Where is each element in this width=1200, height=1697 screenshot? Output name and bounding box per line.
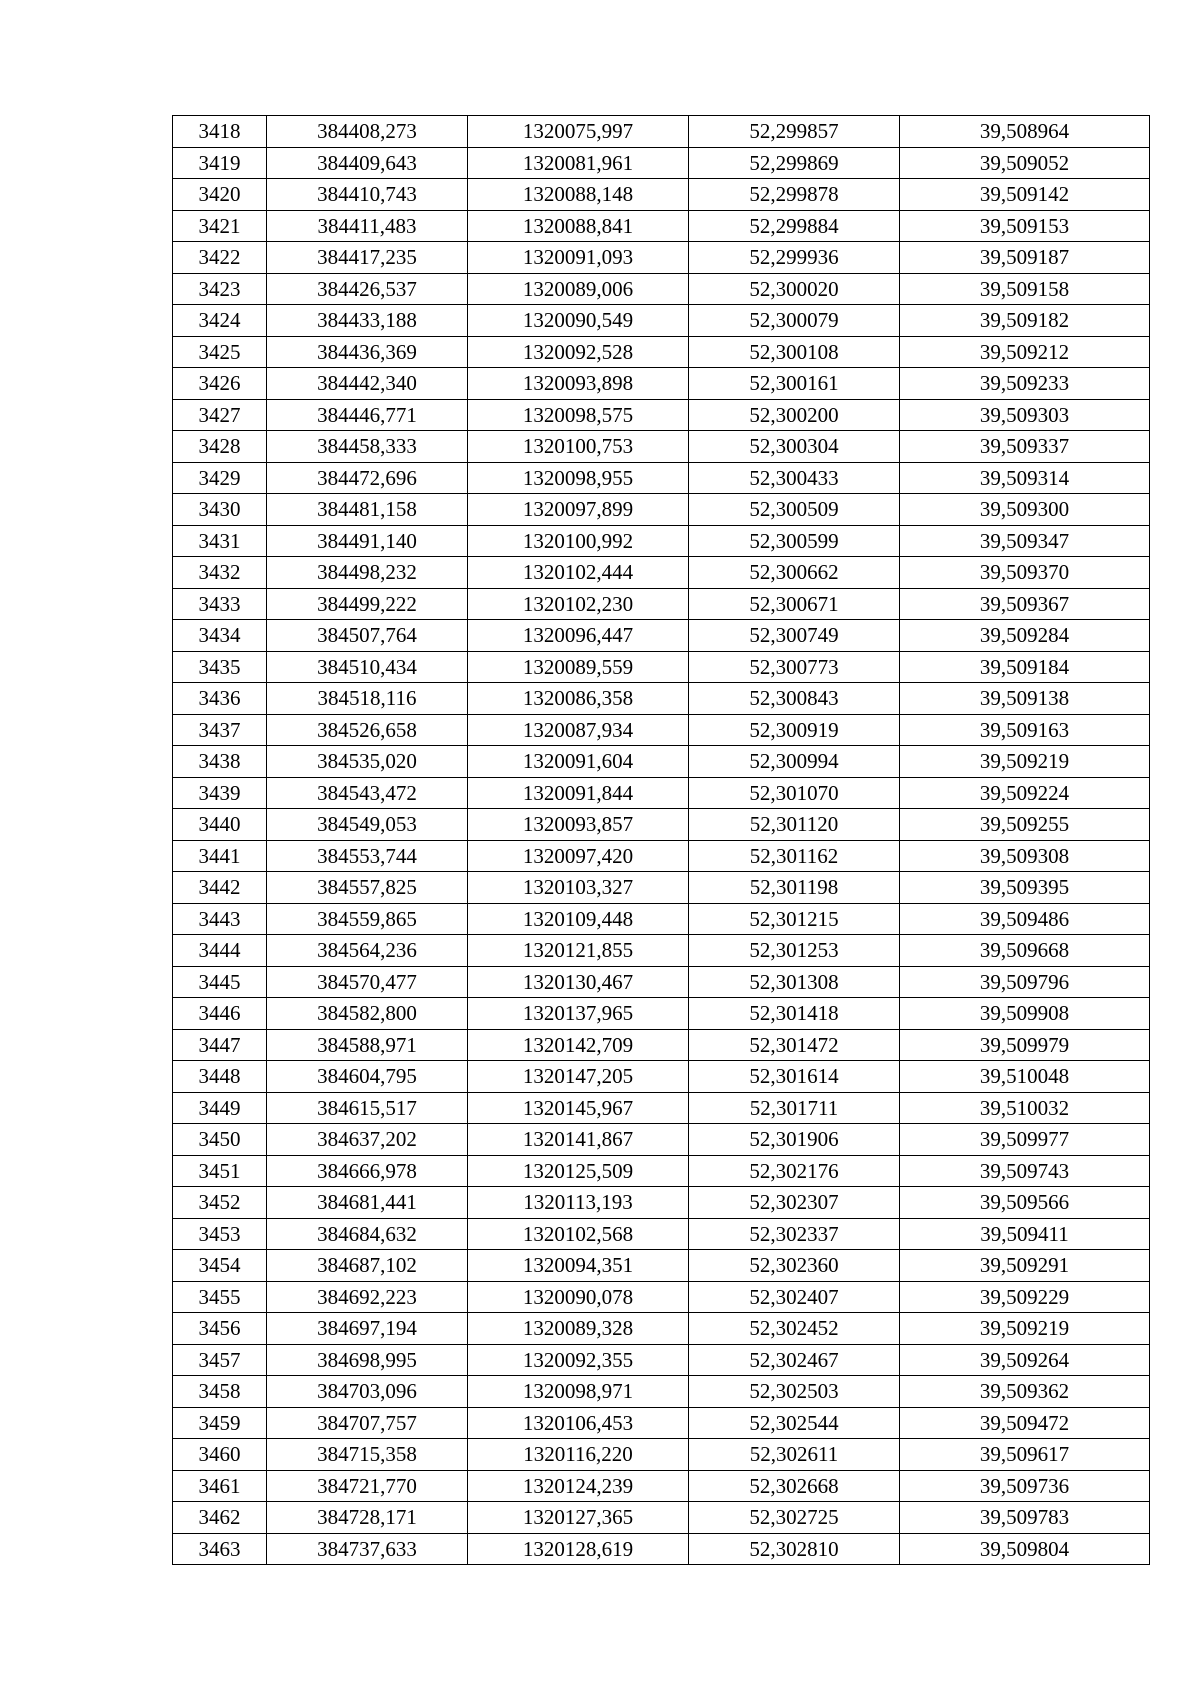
longitude-cell: 39,509472 — [900, 1407, 1150, 1439]
point-number-cell: 3435 — [173, 651, 267, 683]
table-row — [173, 116, 1150, 148]
table-row — [173, 462, 1150, 494]
longitude-cell: 39,509264 — [900, 1344, 1150, 1376]
y-coordinate-cell: 1320106,453 — [468, 1407, 689, 1439]
x-coordinate-cell: 384498,232 — [267, 557, 468, 589]
latitude-cell: 52,300509 — [689, 494, 900, 526]
table-row — [173, 525, 1150, 557]
point-number-cell: 3455 — [173, 1281, 267, 1313]
table-row — [173, 1061, 1150, 1093]
table-row — [173, 368, 1150, 400]
y-coordinate-cell: 1320124,239 — [468, 1470, 689, 1502]
longitude-cell: 39,509617 — [900, 1439, 1150, 1471]
longitude-cell: 39,509796 — [900, 966, 1150, 998]
y-coordinate-cell: 1320113,193 — [468, 1187, 689, 1219]
point-number-cell: 3436 — [173, 683, 267, 715]
y-coordinate-cell: 1320091,093 — [468, 242, 689, 274]
table-row — [173, 494, 1150, 526]
y-coordinate-cell: 1320098,575 — [468, 399, 689, 431]
point-number-cell: 3438 — [173, 746, 267, 778]
point-number-cell: 3437 — [173, 714, 267, 746]
longitude-cell: 39,509184 — [900, 651, 1150, 683]
y-coordinate-cell: 1320141,867 — [468, 1124, 689, 1156]
table-row — [173, 336, 1150, 368]
latitude-cell: 52,299857 — [689, 116, 900, 148]
latitude-cell: 52,301215 — [689, 903, 900, 935]
longitude-cell: 39,509300 — [900, 494, 1150, 526]
point-number-cell: 3442 — [173, 872, 267, 904]
table-row — [173, 1470, 1150, 1502]
table-row — [173, 1344, 1150, 1376]
y-coordinate-cell: 1320127,365 — [468, 1502, 689, 1534]
x-coordinate-cell: 384410,743 — [267, 179, 468, 211]
longitude-cell: 39,509291 — [900, 1250, 1150, 1282]
y-coordinate-cell: 1320090,549 — [468, 305, 689, 337]
y-coordinate-cell: 1320098,955 — [468, 462, 689, 494]
table-row — [173, 935, 1150, 967]
latitude-cell: 52,301198 — [689, 872, 900, 904]
latitude-cell: 52,301253 — [689, 935, 900, 967]
point-number-cell: 3419 — [173, 147, 267, 179]
latitude-cell: 52,300671 — [689, 588, 900, 620]
latitude-cell: 52,301308 — [689, 966, 900, 998]
latitude-cell: 52,300304 — [689, 431, 900, 463]
y-coordinate-cell: 1320097,899 — [468, 494, 689, 526]
point-number-cell: 3447 — [173, 1029, 267, 1061]
point-number-cell: 3418 — [173, 116, 267, 148]
table-row — [173, 746, 1150, 778]
point-number-cell: 3461 — [173, 1470, 267, 1502]
longitude-cell: 39,509138 — [900, 683, 1150, 715]
longitude-cell: 39,510032 — [900, 1092, 1150, 1124]
longitude-cell: 39,509411 — [900, 1218, 1150, 1250]
y-coordinate-cell: 1320100,992 — [468, 525, 689, 557]
point-number-cell: 3463 — [173, 1533, 267, 1565]
longitude-cell: 39,508964 — [900, 116, 1150, 148]
x-coordinate-cell: 384684,632 — [267, 1218, 468, 1250]
point-number-cell: 3444 — [173, 935, 267, 967]
point-number-cell: 3432 — [173, 557, 267, 589]
y-coordinate-cell: 1320094,351 — [468, 1250, 689, 1282]
x-coordinate-cell: 384549,053 — [267, 809, 468, 841]
longitude-cell: 39,509979 — [900, 1029, 1150, 1061]
x-coordinate-cell: 384553,744 — [267, 840, 468, 872]
y-coordinate-cell: 1320128,619 — [468, 1533, 689, 1565]
y-coordinate-cell: 1320102,230 — [468, 588, 689, 620]
table-row — [173, 809, 1150, 841]
x-coordinate-cell: 384518,116 — [267, 683, 468, 715]
y-coordinate-cell: 1320125,509 — [468, 1155, 689, 1187]
point-number-cell: 3443 — [173, 903, 267, 935]
point-number-cell: 3451 — [173, 1155, 267, 1187]
point-number-cell: 3456 — [173, 1313, 267, 1345]
x-coordinate-cell: 384615,517 — [267, 1092, 468, 1124]
y-coordinate-cell: 1320098,971 — [468, 1376, 689, 1408]
point-number-cell: 3433 — [173, 588, 267, 620]
y-coordinate-cell: 1320096,447 — [468, 620, 689, 652]
table-row — [173, 651, 1150, 683]
table-row — [173, 399, 1150, 431]
x-coordinate-cell: 384707,757 — [267, 1407, 468, 1439]
x-coordinate-cell: 384728,171 — [267, 1502, 468, 1534]
table-row — [173, 777, 1150, 809]
x-coordinate-cell: 384721,770 — [267, 1470, 468, 1502]
x-coordinate-cell: 384446,771 — [267, 399, 468, 431]
table-row — [173, 147, 1150, 179]
y-coordinate-cell: 1320109,448 — [468, 903, 689, 935]
table-row — [173, 1155, 1150, 1187]
longitude-cell: 39,509908 — [900, 998, 1150, 1030]
point-number-cell: 3457 — [173, 1344, 267, 1376]
latitude-cell: 52,302503 — [689, 1376, 900, 1408]
x-coordinate-cell: 384417,235 — [267, 242, 468, 274]
y-coordinate-cell: 1320092,528 — [468, 336, 689, 368]
table-row — [173, 210, 1150, 242]
table-row — [173, 714, 1150, 746]
x-coordinate-cell: 384458,333 — [267, 431, 468, 463]
longitude-cell: 39,509142 — [900, 179, 1150, 211]
x-coordinate-cell: 384510,434 — [267, 651, 468, 683]
x-coordinate-cell: 384570,477 — [267, 966, 468, 998]
longitude-cell: 39,509486 — [900, 903, 1150, 935]
x-coordinate-cell: 384409,643 — [267, 147, 468, 179]
table-row — [173, 1407, 1150, 1439]
y-coordinate-cell: 1320130,467 — [468, 966, 689, 998]
point-number-cell: 3434 — [173, 620, 267, 652]
table-row — [173, 1250, 1150, 1282]
latitude-cell: 52,300994 — [689, 746, 900, 778]
longitude-cell: 39,509212 — [900, 336, 1150, 368]
longitude-cell: 39,509224 — [900, 777, 1150, 809]
x-coordinate-cell: 384442,340 — [267, 368, 468, 400]
latitude-cell: 52,300108 — [689, 336, 900, 368]
longitude-cell: 39,509229 — [900, 1281, 1150, 1313]
y-coordinate-cell: 1320100,753 — [468, 431, 689, 463]
y-coordinate-cell: 1320093,898 — [468, 368, 689, 400]
point-number-cell: 3430 — [173, 494, 267, 526]
x-coordinate-cell: 384433,188 — [267, 305, 468, 337]
x-coordinate-cell: 384681,441 — [267, 1187, 468, 1219]
latitude-cell: 52,301162 — [689, 840, 900, 872]
x-coordinate-cell: 384715,358 — [267, 1439, 468, 1471]
point-number-cell: 3453 — [173, 1218, 267, 1250]
table-row — [173, 1502, 1150, 1534]
table-row — [173, 872, 1150, 904]
table-row — [173, 1376, 1150, 1408]
y-coordinate-cell: 1320089,559 — [468, 651, 689, 683]
table-row — [173, 1124, 1150, 1156]
latitude-cell: 52,300020 — [689, 273, 900, 305]
table-row — [173, 1092, 1150, 1124]
point-number-cell: 3454 — [173, 1250, 267, 1282]
table-row — [173, 179, 1150, 211]
latitude-cell: 52,300161 — [689, 368, 900, 400]
x-coordinate-cell: 384557,825 — [267, 872, 468, 904]
x-coordinate-cell: 384692,223 — [267, 1281, 468, 1313]
table-row — [173, 1281, 1150, 1313]
latitude-cell: 52,301906 — [689, 1124, 900, 1156]
latitude-cell: 52,302307 — [689, 1187, 900, 1219]
y-coordinate-cell: 1320086,358 — [468, 683, 689, 715]
latitude-cell: 52,300599 — [689, 525, 900, 557]
x-coordinate-cell: 384564,236 — [267, 935, 468, 967]
x-coordinate-cell: 384559,865 — [267, 903, 468, 935]
longitude-cell: 39,509303 — [900, 399, 1150, 431]
y-coordinate-cell: 1320091,844 — [468, 777, 689, 809]
x-coordinate-cell: 384491,140 — [267, 525, 468, 557]
x-coordinate-cell: 384436,369 — [267, 336, 468, 368]
longitude-cell: 39,510048 — [900, 1061, 1150, 1093]
y-coordinate-cell: 1320088,841 — [468, 210, 689, 242]
longitude-cell: 39,509736 — [900, 1470, 1150, 1502]
longitude-cell: 39,509804 — [900, 1533, 1150, 1565]
latitude-cell: 52,301472 — [689, 1029, 900, 1061]
y-coordinate-cell: 1320090,078 — [468, 1281, 689, 1313]
latitude-cell: 52,300433 — [689, 462, 900, 494]
point-number-cell: 3422 — [173, 242, 267, 274]
y-coordinate-cell: 1320142,709 — [468, 1029, 689, 1061]
longitude-cell: 39,509370 — [900, 557, 1150, 589]
latitude-cell: 52,299936 — [689, 242, 900, 274]
x-coordinate-cell: 384411,483 — [267, 210, 468, 242]
point-number-cell: 3448 — [173, 1061, 267, 1093]
longitude-cell: 39,509337 — [900, 431, 1150, 463]
longitude-cell: 39,509187 — [900, 242, 1150, 274]
latitude-cell: 52,302407 — [689, 1281, 900, 1313]
y-coordinate-cell: 1320102,568 — [468, 1218, 689, 1250]
table-row — [173, 1533, 1150, 1565]
y-coordinate-cell: 1320145,967 — [468, 1092, 689, 1124]
longitude-cell: 39,509367 — [900, 588, 1150, 620]
latitude-cell: 52,302360 — [689, 1250, 900, 1282]
y-coordinate-cell: 1320092,355 — [468, 1344, 689, 1376]
longitude-cell: 39,509347 — [900, 525, 1150, 557]
longitude-cell: 39,509284 — [900, 620, 1150, 652]
x-coordinate-cell: 384426,537 — [267, 273, 468, 305]
latitude-cell: 52,300200 — [689, 399, 900, 431]
y-coordinate-cell: 1320093,857 — [468, 809, 689, 841]
table-row — [173, 1218, 1150, 1250]
x-coordinate-cell: 384582,800 — [267, 998, 468, 1030]
x-coordinate-cell: 384408,273 — [267, 116, 468, 148]
x-coordinate-cell: 384637,202 — [267, 1124, 468, 1156]
point-number-cell: 3421 — [173, 210, 267, 242]
x-coordinate-cell: 384737,633 — [267, 1533, 468, 1565]
y-coordinate-cell: 1320103,327 — [468, 872, 689, 904]
longitude-cell: 39,509668 — [900, 935, 1150, 967]
y-coordinate-cell: 1320089,006 — [468, 273, 689, 305]
latitude-cell: 52,301614 — [689, 1061, 900, 1093]
table-row — [173, 431, 1150, 463]
table-row — [173, 1313, 1150, 1345]
table-row — [173, 242, 1150, 274]
latitude-cell: 52,299878 — [689, 179, 900, 211]
longitude-cell: 39,509052 — [900, 147, 1150, 179]
table-row — [173, 1439, 1150, 1471]
point-number-cell: 3460 — [173, 1439, 267, 1471]
table-row — [173, 588, 1150, 620]
point-number-cell: 3441 — [173, 840, 267, 872]
y-coordinate-cell: 1320137,965 — [468, 998, 689, 1030]
point-number-cell: 3425 — [173, 336, 267, 368]
y-coordinate-cell: 1320116,220 — [468, 1439, 689, 1471]
table-row — [173, 620, 1150, 652]
point-number-cell: 3424 — [173, 305, 267, 337]
latitude-cell: 52,300662 — [689, 557, 900, 589]
point-number-cell: 3449 — [173, 1092, 267, 1124]
y-coordinate-cell: 1320102,444 — [468, 557, 689, 589]
latitude-cell: 52,300773 — [689, 651, 900, 683]
longitude-cell: 39,509153 — [900, 210, 1150, 242]
x-coordinate-cell: 384526,658 — [267, 714, 468, 746]
x-coordinate-cell: 384703,096 — [267, 1376, 468, 1408]
coordinates-table-body — [173, 116, 1150, 1565]
point-number-cell: 3440 — [173, 809, 267, 841]
coordinates-table — [172, 115, 1150, 1565]
point-number-cell: 3452 — [173, 1187, 267, 1219]
table-row — [173, 903, 1150, 935]
latitude-cell: 52,302452 — [689, 1313, 900, 1345]
point-number-cell: 3427 — [173, 399, 267, 431]
table-row — [173, 273, 1150, 305]
latitude-cell: 52,301120 — [689, 809, 900, 841]
table-row — [173, 683, 1150, 715]
longitude-cell: 39,509182 — [900, 305, 1150, 337]
latitude-cell: 52,302725 — [689, 1502, 900, 1534]
longitude-cell: 39,509163 — [900, 714, 1150, 746]
longitude-cell: 39,509314 — [900, 462, 1150, 494]
x-coordinate-cell: 384472,696 — [267, 462, 468, 494]
y-coordinate-cell: 1320089,328 — [468, 1313, 689, 1345]
longitude-cell: 39,509233 — [900, 368, 1150, 400]
latitude-cell: 52,300843 — [689, 683, 900, 715]
point-number-cell: 3458 — [173, 1376, 267, 1408]
latitude-cell: 52,302337 — [689, 1218, 900, 1250]
latitude-cell: 52,299884 — [689, 210, 900, 242]
x-coordinate-cell: 384481,158 — [267, 494, 468, 526]
table-row — [173, 557, 1150, 589]
y-coordinate-cell: 1320091,604 — [468, 746, 689, 778]
y-coordinate-cell: 1320081,961 — [468, 147, 689, 179]
x-coordinate-cell: 384697,194 — [267, 1313, 468, 1345]
x-coordinate-cell: 384698,995 — [267, 1344, 468, 1376]
longitude-cell: 39,509158 — [900, 273, 1150, 305]
point-number-cell: 3420 — [173, 179, 267, 211]
latitude-cell: 52,300079 — [689, 305, 900, 337]
longitude-cell: 39,509219 — [900, 1313, 1150, 1345]
point-number-cell: 3459 — [173, 1407, 267, 1439]
table-row — [173, 1029, 1150, 1061]
point-number-cell: 3462 — [173, 1502, 267, 1534]
table-row — [173, 998, 1150, 1030]
point-number-cell: 3423 — [173, 273, 267, 305]
table-row — [173, 305, 1150, 337]
longitude-cell: 39,509308 — [900, 840, 1150, 872]
latitude-cell: 52,300919 — [689, 714, 900, 746]
y-coordinate-cell: 1320097,420 — [468, 840, 689, 872]
point-number-cell: 3446 — [173, 998, 267, 1030]
longitude-cell: 39,509395 — [900, 872, 1150, 904]
point-number-cell: 3429 — [173, 462, 267, 494]
point-number-cell: 3450 — [173, 1124, 267, 1156]
point-number-cell: 3431 — [173, 525, 267, 557]
point-number-cell: 3439 — [173, 777, 267, 809]
point-number-cell: 3428 — [173, 431, 267, 463]
x-coordinate-cell: 384499,222 — [267, 588, 468, 620]
longitude-cell: 39,509255 — [900, 809, 1150, 841]
y-coordinate-cell: 1320075,997 — [468, 116, 689, 148]
table-row — [173, 1187, 1150, 1219]
y-coordinate-cell: 1320088,148 — [468, 179, 689, 211]
longitude-cell: 39,509783 — [900, 1502, 1150, 1534]
latitude-cell: 52,302176 — [689, 1155, 900, 1187]
table-row — [173, 840, 1150, 872]
table-row — [173, 966, 1150, 998]
x-coordinate-cell: 384604,795 — [267, 1061, 468, 1093]
latitude-cell: 52,302810 — [689, 1533, 900, 1565]
document-page — [172, 115, 1150, 1565]
longitude-cell: 39,509219 — [900, 746, 1150, 778]
latitude-cell: 52,301070 — [689, 777, 900, 809]
latitude-cell: 52,300749 — [689, 620, 900, 652]
latitude-cell: 52,302611 — [689, 1439, 900, 1471]
y-coordinate-cell: 1320121,855 — [468, 935, 689, 967]
x-coordinate-cell: 384666,978 — [267, 1155, 468, 1187]
latitude-cell: 52,302467 — [689, 1344, 900, 1376]
longitude-cell: 39,509566 — [900, 1187, 1150, 1219]
latitude-cell: 52,301711 — [689, 1092, 900, 1124]
x-coordinate-cell: 384507,764 — [267, 620, 468, 652]
y-coordinate-cell: 1320087,934 — [468, 714, 689, 746]
x-coordinate-cell: 384687,102 — [267, 1250, 468, 1282]
latitude-cell: 52,302668 — [689, 1470, 900, 1502]
longitude-cell: 39,509362 — [900, 1376, 1150, 1408]
x-coordinate-cell: 384588,971 — [267, 1029, 468, 1061]
latitude-cell: 52,301418 — [689, 998, 900, 1030]
y-coordinate-cell: 1320147,205 — [468, 1061, 689, 1093]
x-coordinate-cell: 384535,020 — [267, 746, 468, 778]
x-coordinate-cell: 384543,472 — [267, 777, 468, 809]
longitude-cell: 39,509743 — [900, 1155, 1150, 1187]
latitude-cell: 52,299869 — [689, 147, 900, 179]
point-number-cell: 3426 — [173, 368, 267, 400]
longitude-cell: 39,509977 — [900, 1124, 1150, 1156]
point-number-cell: 3445 — [173, 966, 267, 998]
latitude-cell: 52,302544 — [689, 1407, 900, 1439]
